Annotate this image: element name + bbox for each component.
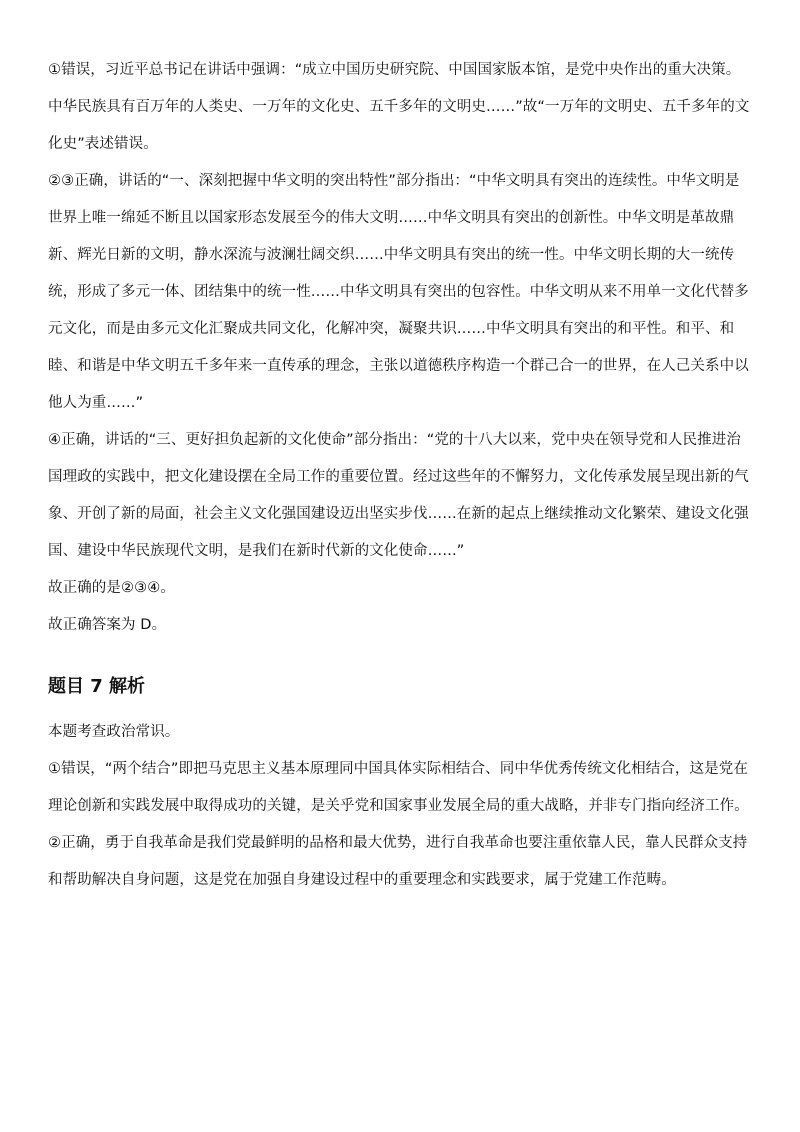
q6-paragraph-1: ①错误，习近平总书记在讲话中强调：“成立中国历史研究院、中国国家版本馆，是党中央作出的重大决策。中华民族具有百万年的人类史、一万年的文化史、五千多年的文明史……”故“一万年的文明史、五千多年的文化史”表述错误。 <box>48 62 750 152</box>
q7-paragraph-2: ①错误，“两个结合”即把马克思主义基本原理同中国具体实际相结合、同中华优秀传统文化相结合，这是党在理论创新和实践发展中取得成功的关键，是关乎党和国家事业发展全局的重大战略，并非专门指向经济工作。 <box>48 761 749 814</box>
q7-paragraph-1: 本题考查政治常识。 <box>48 724 180 740</box>
document-page <box>48 52 754 899</box>
q7-heading: 题目 7 解析 <box>48 676 146 697</box>
q6-answer: 故正确答案为 D。 <box>48 617 167 633</box>
q6-paragraph-2: ②③正确，讲话的“一、深刻把握中华文明的突出特性”部分指出：“中华文明具有突出的连续性。中华文明是世界上唯一绵延不断且以国家形态发展至今的伟大文明……中华文明具有突出的创新性。中华文明是革故鼎新、辉光日新的文明，静水深流与波澜壮阔交织……中华文明具有突出的统一性。中华文明长期的大一统传统，形成了多元一体、团结集中的统一性……中华文明具有突出的包容性。中华文明从来不用单一文化代替多元文化，而是由多元文化汇聚成共同文化，化解冲突，凝聚共识……中华文明具有突出的和平性。和平、和睦、和谐是中华文明五千多年来一直传承的理念，主张以道德秩序构造一个群己合一的世界，在人己关系中以他人为重……” <box>48 173 749 411</box>
q6-paragraph-4: 故正确的是②③④。 <box>48 580 175 596</box>
q6-paragraph-3: ④正确，讲话的“三、更好担负起新的文化使命”部分指出：“党的十八大以来，党中央在领导党和人民推进治国理政的实践中，把文化建设摆在全局工作的重要位置。经过这些年的不懈努力，文化传承发展呈现出新的气象、开创了新的局面，社会主义文化强国建设迈出坚实步伐……在新的起点上继续推动文化繁荣、建设文化强国、建设中华民族现代文明，是我们在新时代新的文化使命……” <box>48 432 749 559</box>
q7-paragraph-3: ②正确，勇于自我革命是我们党最鲜明的品格和最大优势，进行自我革命也要注重依靠人民，靠人民群众支持和帮助解决自身问题，这是党在加强自身建设过程中的重要理念和实践要求，属于党建工作范畴。 <box>48 835 748 888</box>
